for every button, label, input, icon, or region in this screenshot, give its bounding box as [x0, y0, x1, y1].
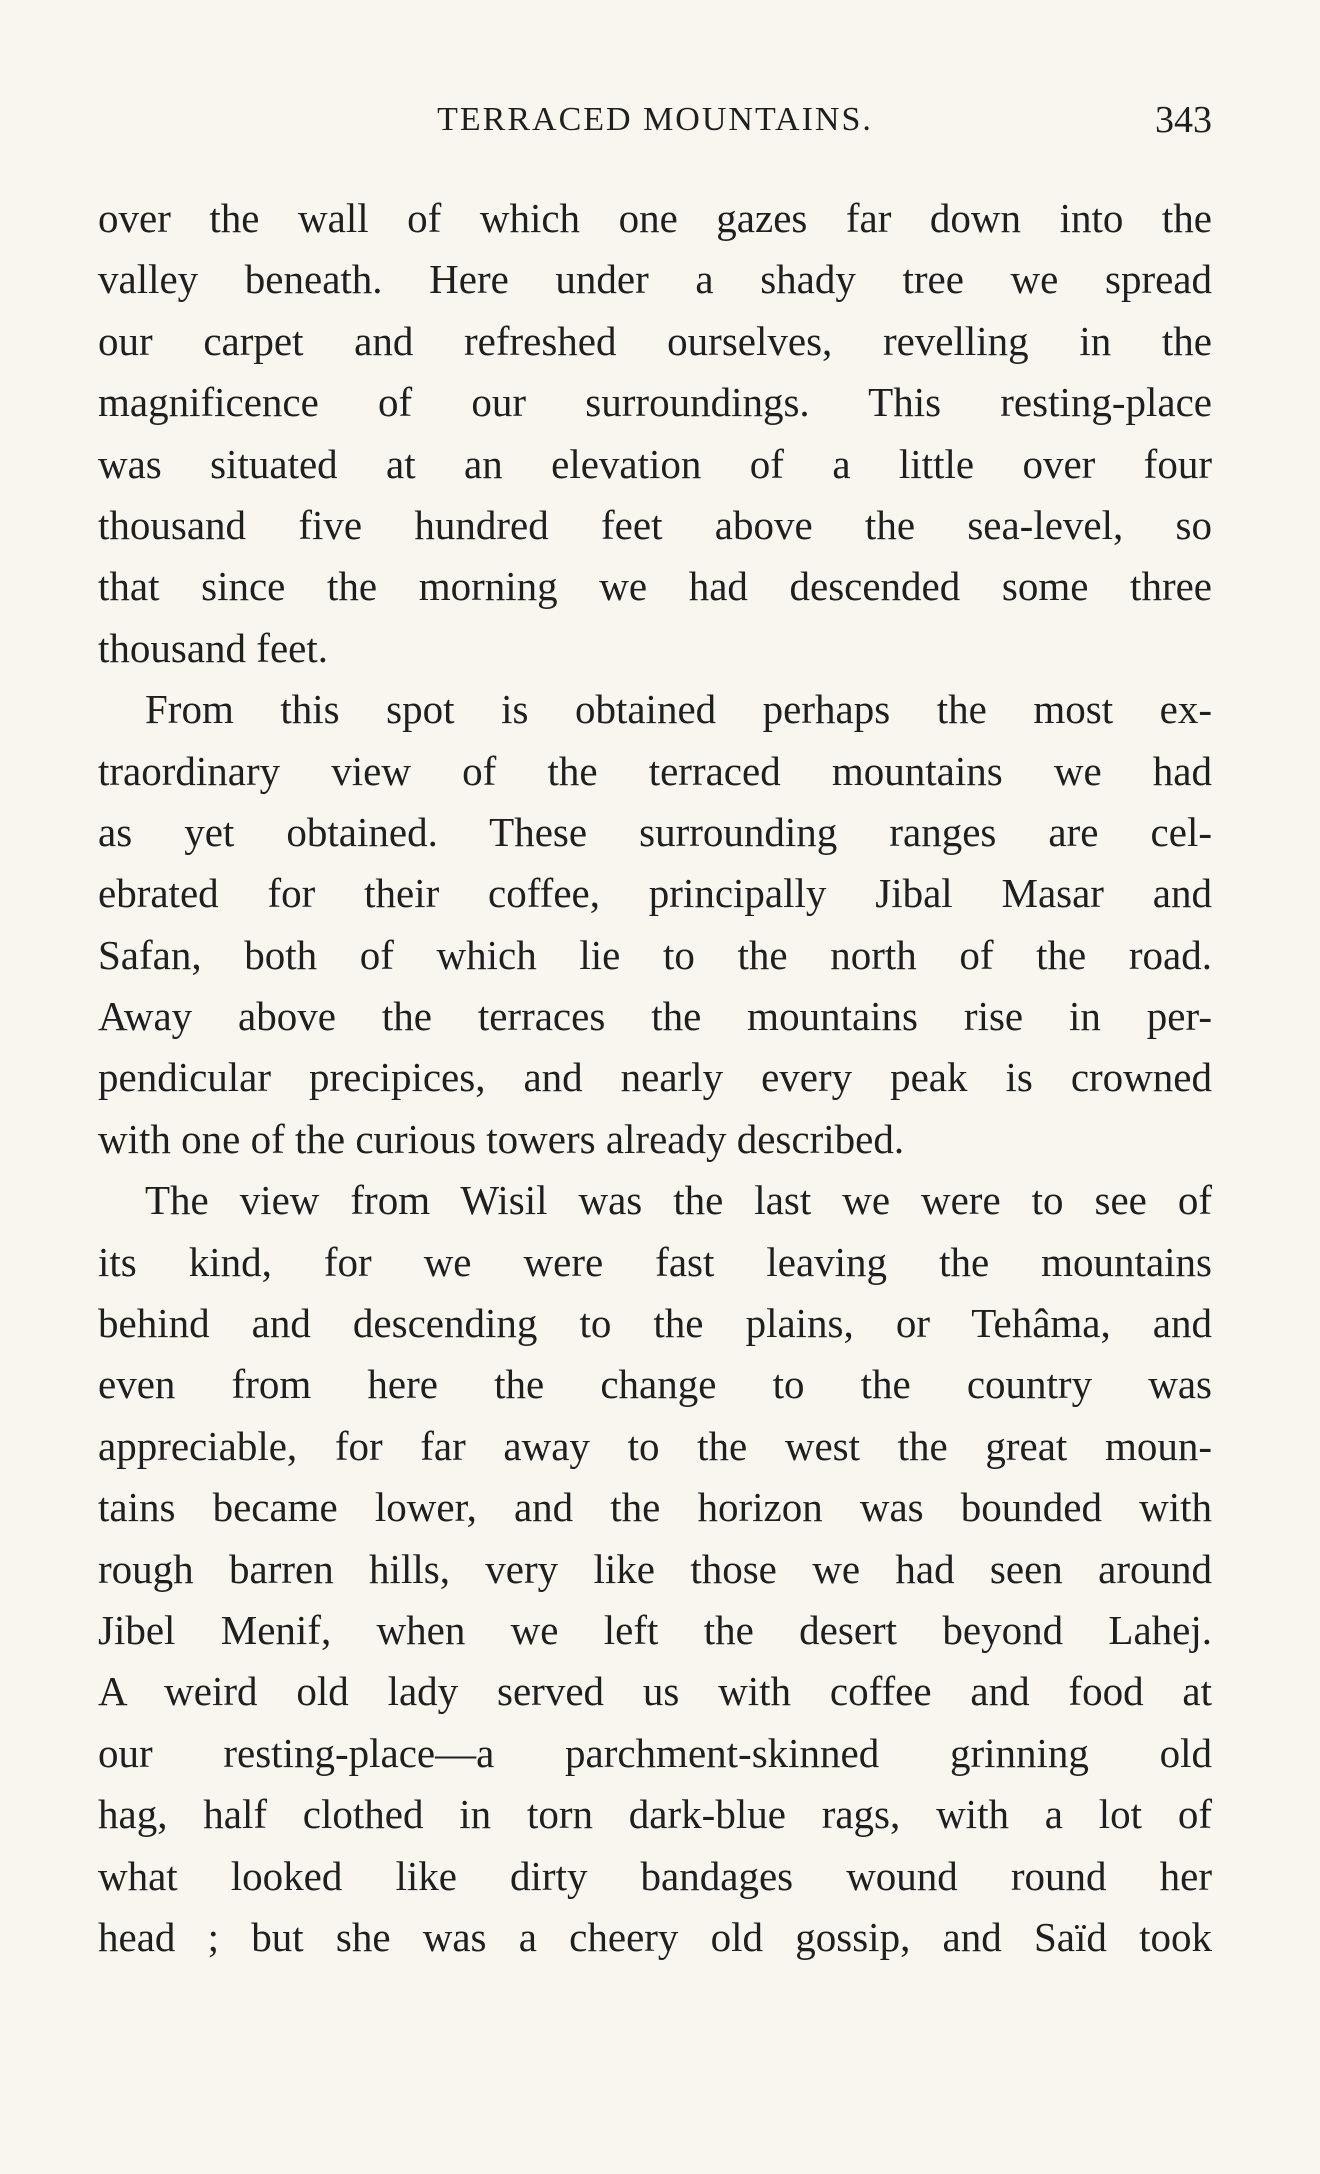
text-line: From this spot is obtained perhaps the most ex- — [145, 686, 1212, 733]
text-line: tains became lower, and the horizon was bounded with — [98, 1484, 1212, 1531]
text-line: our carpet and refreshed ourselves, revelling in the — [98, 317, 1212, 364]
text-line: hag, half clothed in torn dark-blue rags, with a lot of — [98, 1791, 1212, 1838]
running-title: TERRACED MOUNTAINS. — [437, 101, 873, 138]
text-line: thousand feet. — [98, 624, 328, 671]
text-line: thousand five hundred feet above the sea-level, so — [98, 501, 1212, 548]
text-line: behind and descending to the plains, or Tehâma, and — [98, 1300, 1212, 1347]
text-line: as yet obtained. These surrounding ranges are cel- — [98, 808, 1212, 855]
text-line: over the wall of which one gazes far down into the — [98, 195, 1212, 241]
text-line: Away above the terraces the mountains rise in per- — [98, 993, 1212, 1040]
text-line: Jibel Menif, when we left the desert beyond Lahej. — [98, 1606, 1212, 1653]
text-line: was situated at an elevation of a little over four — [98, 440, 1212, 487]
text-line: pendicular precipices, and nearly every peak is crowned — [98, 1054, 1212, 1101]
text-line: what looked like dirty bandages wound round her — [98, 1852, 1212, 1899]
text-line: The view from Wisil was the last we were to see of — [145, 1177, 1212, 1224]
text-line: appreciable, for far away to the west the great moun- — [98, 1422, 1212, 1469]
body-text — [98, 188, 1212, 1968]
text-line: its kind, for we were fast leaving the mountains — [98, 1238, 1212, 1285]
text-line: rough barren hills, very like those we had seen around — [98, 1545, 1212, 1592]
page-header — [98, 94, 1212, 146]
text-line: head ; but she was a cheery old gossip, and Saïd took — [98, 1913, 1212, 1960]
text-line: traordinary view of the terraced mountains we had — [98, 747, 1212, 794]
text-line: with one of the curious towers already described. — [98, 1115, 905, 1162]
page-number: 343 — [1155, 99, 1212, 141]
text-line: Safan, both of which lie to the north of the road. — [98, 931, 1212, 978]
text-line: ebrated for their coffee, principally Jibal Masar and — [98, 870, 1212, 917]
text-line: that since the morning we had descended some three — [98, 563, 1212, 610]
text-line: A weird old lady served us with coffee and food at — [98, 1668, 1212, 1715]
text-line: valley beneath. Here under a shady tree we spread — [98, 256, 1212, 303]
text-line: magnificence of our surroundings. This resting-place — [98, 379, 1212, 426]
text-line: our resting-place—a parchment-skinned grinning old — [98, 1729, 1212, 1776]
text-line: even from here the change to the country was — [98, 1361, 1212, 1408]
